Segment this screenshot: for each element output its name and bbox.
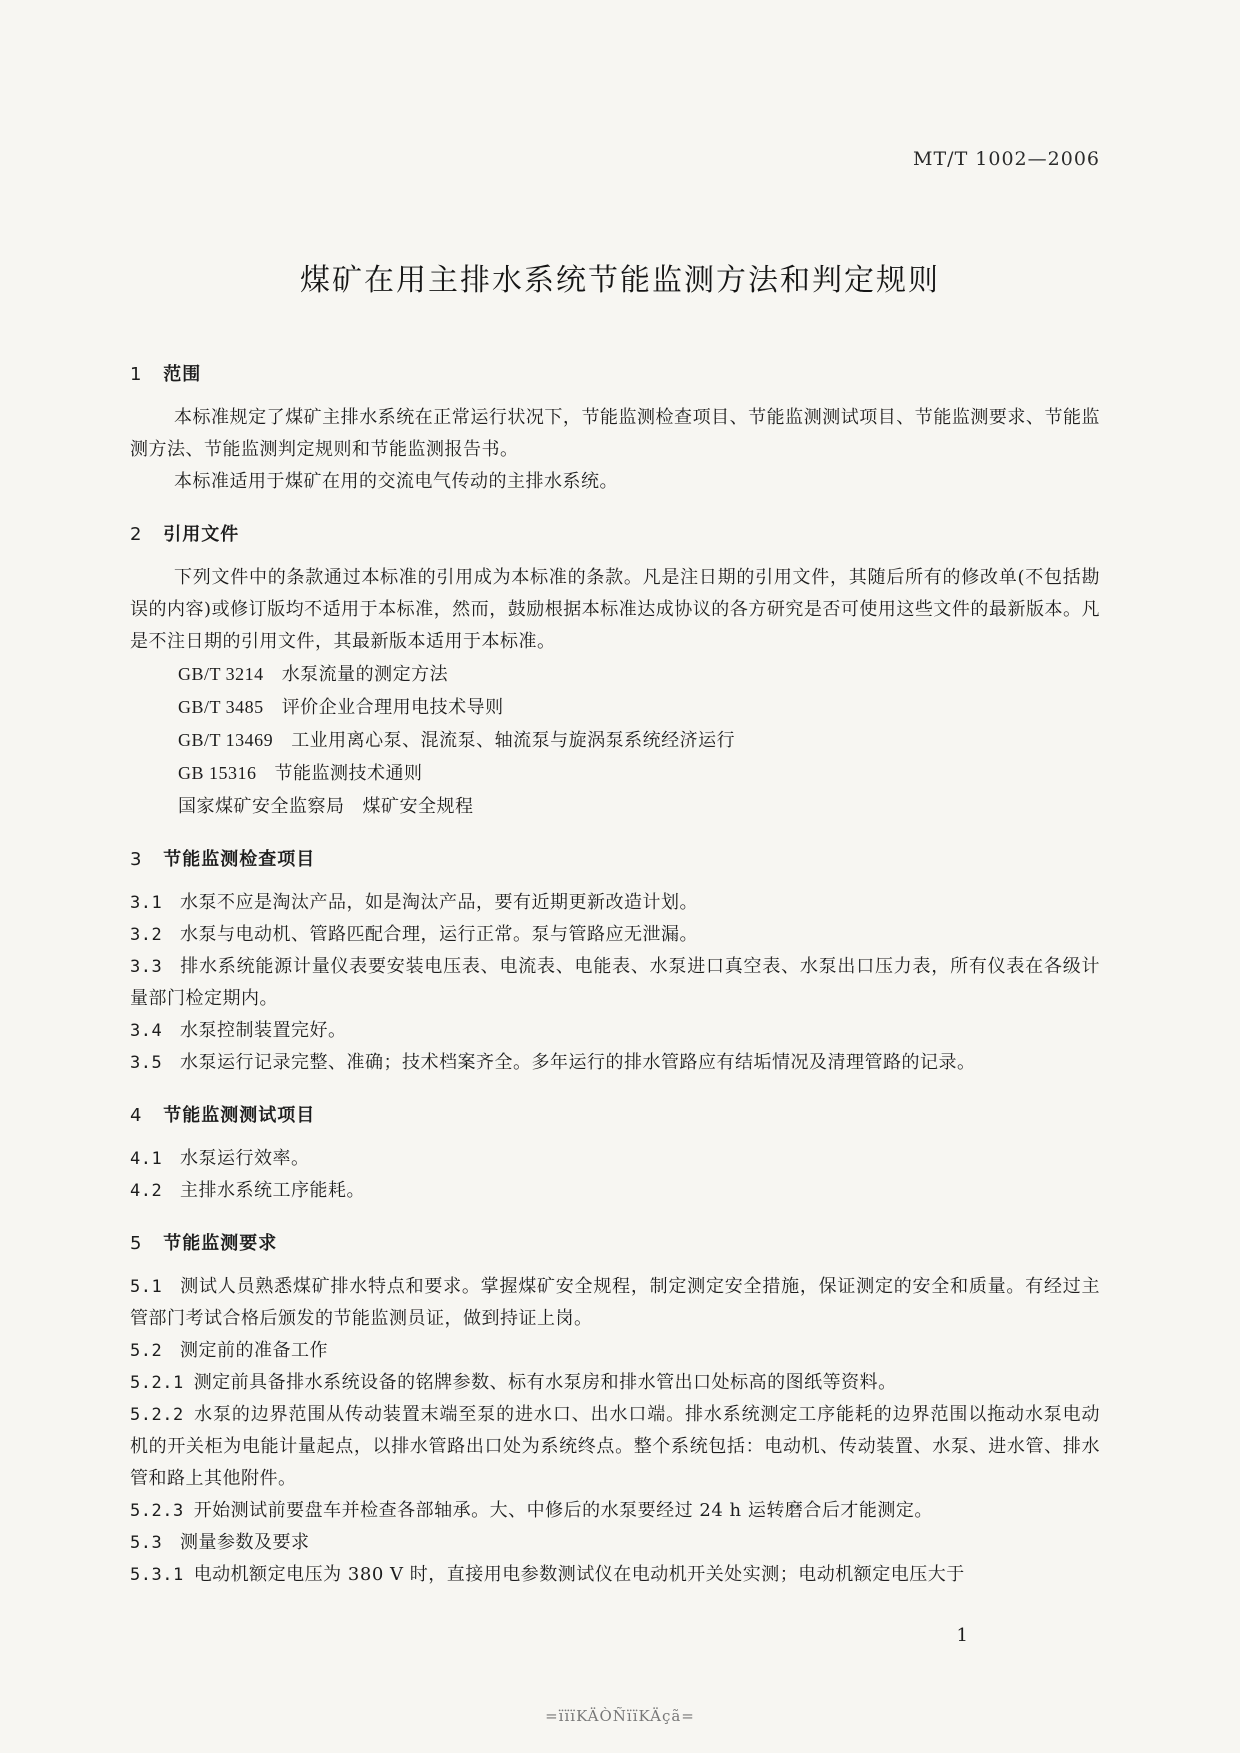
section-heading-1 [130, 360, 1100, 390]
clause-number: 5.2 [130, 1341, 163, 1361]
clause [130, 951, 1100, 1015]
clause-number: 5.3 [130, 1533, 163, 1553]
clause-text: 水泵的边界范围从传动装置末端至泵的进水口、出水口端。排水系统测定工序能耗的边界范围以拖动水泵电动机的开关柜为电能计量起点，以排水管路出口处为系统终点。整个系统包括：电动机、传动装置、水泵、进水管、排水管和路上其他附件。 [130, 1404, 1100, 1489]
clause-number: 4.1 [130, 1149, 163, 1169]
reference-code: GB/T 3485 [178, 697, 264, 717]
reference-item [130, 724, 1100, 757]
section-title: 节能监测检查项目 [163, 849, 316, 870]
clause-number: 5.3.1 [130, 1565, 184, 1585]
clause-text: 测定前具备排水系统设备的铭牌参数、标有水泵房和排水管出口处标高的图纸等资料。 [193, 1372, 897, 1393]
clause [130, 1527, 1100, 1559]
clause-text: 水泵不应是淘汰产品，如是淘汰产品，要有近期更新改造计划。 [180, 892, 698, 913]
reference-code: GB/T 3214 [178, 664, 264, 684]
paragraph: 本标准适用于煤矿在用的交流电气传动的主排水系统。 [174, 471, 618, 492]
section-heading-4 [130, 1101, 1100, 1131]
reference-name: 评价企业合理用电技术导则 [281, 697, 504, 718]
section-heading-3 [130, 845, 1100, 875]
clause-text: 水泵运行效率。 [180, 1148, 310, 1169]
clause-number: 4.2 [130, 1181, 163, 1201]
section-title: 范围 [163, 364, 202, 385]
section-number: 4 [130, 1105, 143, 1126]
clause [130, 919, 1100, 951]
reference-name: 煤矿安全规程 [362, 796, 474, 817]
clause-text: 测量参数及要求 [180, 1532, 310, 1553]
reference-item [130, 757, 1100, 790]
clause-number: 5.2.2 [130, 1405, 184, 1425]
clause-text: 水泵与电动机、管路匹配合理，运行正常。泵与管路应无泄漏。 [180, 924, 698, 945]
reference-code: 国家煤矿安全监察局 [178, 796, 345, 816]
clause [130, 1047, 1100, 1079]
clause [130, 1175, 1100, 1207]
clause-number: 3.3 [130, 957, 163, 977]
reference-code: GB/T 13469 [178, 730, 274, 750]
section-number: 2 [130, 524, 143, 545]
clause-number: 3.1 [130, 893, 163, 913]
clause [130, 1559, 1100, 1591]
page-number: 1 [956, 1625, 968, 1646]
section-number: 5 [130, 1233, 143, 1254]
clause-text: 电动机额定电压为 380 V 时，直接用电参数测试仪在电动机开关处实测；电动机额定电压大于 [193, 1564, 965, 1585]
reference-name: 水泵流量的测定方法 [281, 664, 449, 685]
clause [130, 1015, 1100, 1047]
clause [130, 1399, 1100, 1495]
reference-code: GB 15316 [178, 763, 257, 783]
clause [130, 1335, 1100, 1367]
standard-code: MT/T 1002—2006 [913, 148, 1100, 170]
paragraph: 下列文件中的条款通过本标准的引用成为本标准的条款。凡是注日期的引用文件，其随后所有的修改单(不包括勘误的内容)或修订版均不适用于本标准，然而，鼓励根据本标准达成协议的各方研究是否可使用这些文件的最新版本。凡是不注日期的引用文件，其最新版本适用于本标准。 [130, 567, 1100, 652]
clause-number: 3.4 [130, 1021, 163, 1041]
clause-text: 测试人员熟悉煤矿排水特点和要求。掌握煤矿安全规程，制定测定安全措施，保证测定的安全和质量。有经过主管部门考试合格后颁发的节能监测员证，做到持证上岗。 [130, 1276, 1100, 1329]
clause-text: 水泵运行记录完整、准确；技术档案齐全。多年运行的排水管路应有结垢情况及清理管路的记录。 [180, 1052, 976, 1073]
section-number: 3 [130, 849, 143, 870]
section-heading-2 [130, 520, 1100, 550]
reference-name: 节能监测技术通则 [274, 763, 423, 784]
reference-item [130, 658, 1100, 691]
clause-number: 3.5 [130, 1053, 163, 1073]
clause-number: 5.2.1 [130, 1373, 184, 1393]
paragraph: 本标准规定了煤矿主排水系统在正常运行状况下，节能监测检查项目、节能监测测试项目、节能监测要求、节能监测方法、节能监测判定规则和节能监测报告书。 [130, 407, 1100, 460]
clause-number: 5.2.3 [130, 1501, 184, 1521]
clause-number: 5.1 [130, 1277, 163, 1297]
clause-text: 排水系统能源计量仪表要安装电压表、电流表、电能表、水泵进口真空表、水泵出口压力表，所有仪表在各级计量部门检定期内。 [130, 956, 1100, 1009]
clause [130, 1143, 1100, 1175]
section-heading-5 [130, 1229, 1100, 1259]
section-title: 引用文件 [163, 524, 240, 545]
reference-item [130, 691, 1100, 724]
document-title: 煤矿在用主排水系统节能监测方法和判定规则 [300, 263, 940, 298]
clause-text: 主排水系统工序能耗。 [180, 1180, 365, 1201]
clause-number: 3.2 [130, 925, 163, 945]
clause [130, 1495, 1100, 1527]
clause [130, 887, 1100, 919]
reference-name: 工业用离心泵、混流泵、轴流泵与旋涡泵系统经济运行 [291, 730, 736, 751]
section-title: 节能监测测试项目 [163, 1105, 316, 1126]
document-body [130, 360, 1100, 1591]
section-title: 节能监测要求 [163, 1233, 278, 1254]
footer-mark: =ïïïKÄÒÑïïKÄçã= [545, 1707, 695, 1725]
clause-text: 测定前的准备工作 [180, 1340, 328, 1361]
clause [130, 1271, 1100, 1335]
clause [130, 1367, 1100, 1399]
clause-text: 水泵控制装置完好。 [180, 1020, 347, 1041]
clause-text: 开始测试前要盘车并检查各部轴承。大、中修后的水泵要经过 24 h 运转磨合后才能测定。 [193, 1500, 933, 1521]
reference-item [130, 790, 1100, 823]
section-number: 1 [130, 364, 143, 385]
